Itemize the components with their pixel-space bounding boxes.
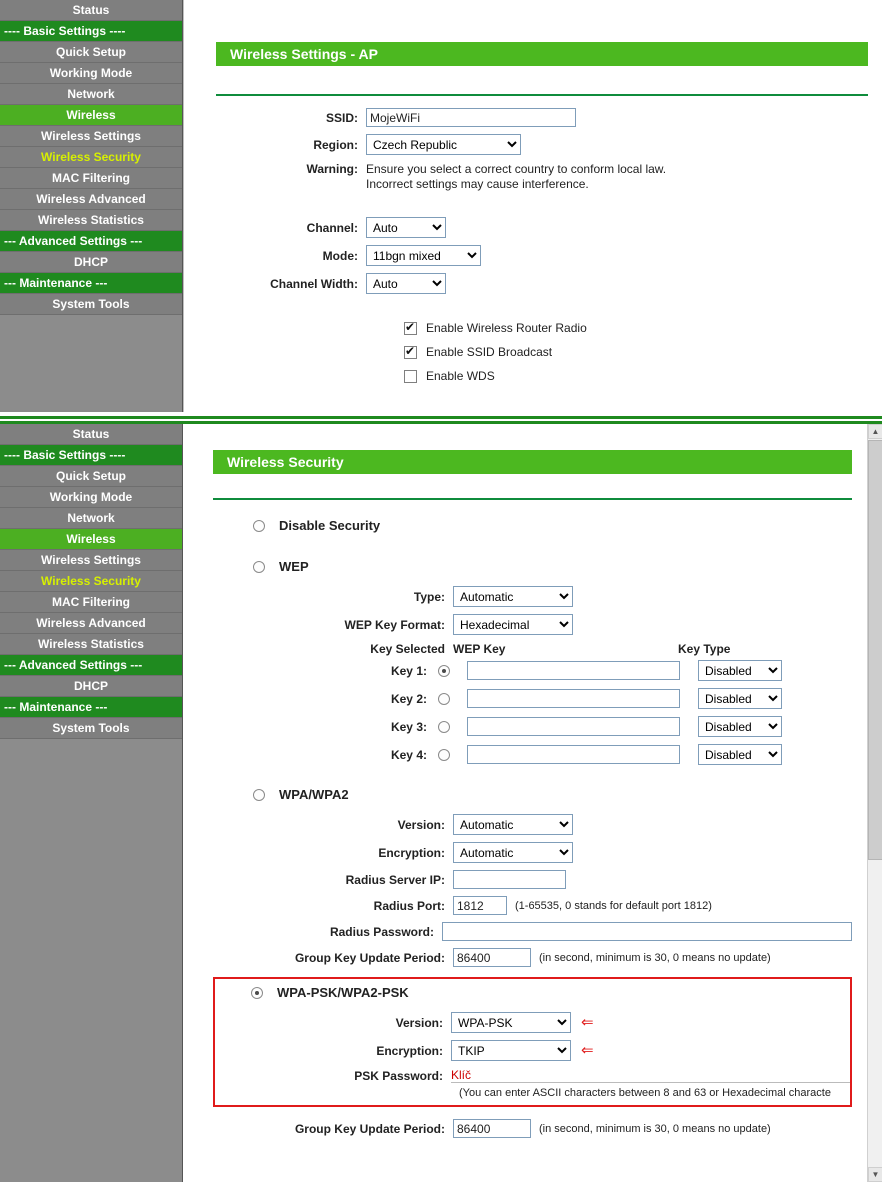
radius-server-ip-label: Radius Server IP:	[345, 872, 445, 887]
sidebar-item-system-tools[interactable]: System Tools	[0, 718, 182, 739]
mode-row	[216, 245, 868, 266]
enable-wds-label: Enable WDS	[426, 369, 495, 383]
wep-key-row	[213, 716, 852, 737]
wep-key-input[interactable]	[467, 689, 680, 708]
wpa-version-row	[213, 814, 852, 835]
sidebar-item-wireless-settings[interactable]: Wireless Settings	[0, 126, 182, 147]
wpa-psk-row[interactable]	[215, 985, 850, 1000]
sidebar-item-mac-filtering[interactable]: MAC Filtering	[0, 168, 182, 189]
psk-group-key-label: Group Key Update Period:	[294, 1121, 445, 1136]
sidebar-item-wireless[interactable]: Wireless	[0, 105, 182, 126]
scroll-up-arrow-icon[interactable]: ▲	[868, 424, 882, 439]
wpa-version-select[interactable]	[453, 814, 573, 835]
wep-key-label: Key 1:	[390, 663, 427, 678]
disable-security-radio[interactable]	[253, 520, 265, 532]
sidebar-item-working-mode[interactable]: Working Mode	[0, 487, 182, 508]
psk-password-label: PSK Password:	[354, 1068, 443, 1083]
wpa-psk-label: WPA-PSK/WPA2-PSK	[277, 985, 409, 1000]
sidebar-item-wireless-statistics[interactable]: Wireless Statistics	[0, 210, 182, 231]
wep-key-format-label: WEP Key Format:	[344, 617, 445, 632]
warning-row	[216, 162, 868, 192]
mode-label: Mode:	[322, 248, 358, 263]
radius-port-input[interactable]	[453, 896, 507, 915]
wpa-radio[interactable]	[253, 789, 265, 801]
wpa-encryption-select[interactable]	[453, 842, 573, 863]
wep-key-type-select[interactable]	[698, 660, 782, 681]
wpa-encryption-row	[213, 842, 852, 863]
radius-port-label: Radius Port:	[373, 898, 445, 913]
wep-type-select[interactable]	[453, 586, 573, 607]
radius-password-row	[213, 922, 852, 941]
psk-password-row	[215, 1068, 850, 1083]
channel-width-select[interactable]	[366, 273, 446, 294]
enable-radio-row[interactable]	[404, 321, 868, 335]
enable-ssid-broadcast-label: Enable SSID Broadcast	[426, 345, 553, 359]
wep-key-select-radio[interactable]	[438, 693, 450, 705]
radius-port-note: (1-65535, 0 stands for default port 1812)	[515, 899, 712, 912]
warning-line-1: Ensure you select a correct country to conform local law.	[366, 162, 667, 176]
sidebar-item-advanced-settings[interactable]: --- Advanced Settings ---	[0, 231, 182, 252]
security-page-title: Wireless Security	[213, 450, 852, 474]
wep-key-select-radio[interactable]	[438, 749, 450, 761]
sidebar-item-working-mode[interactable]: Working Mode	[0, 63, 182, 84]
enable-wireless-router-radio-checkbox[interactable]	[404, 322, 417, 335]
wep-key-select-radio[interactable]	[438, 721, 450, 733]
sidebar-item-wireless-security[interactable]: Wireless Security	[0, 147, 182, 168]
wep-key-row	[213, 744, 852, 765]
sidebar-item-advanced-settings[interactable]: --- Advanced Settings ---	[0, 655, 182, 676]
wep-key-table-header	[213, 642, 852, 656]
sidebar-navigation[interactable]	[0, 0, 183, 412]
mode-select[interactable]	[366, 245, 481, 266]
wireless-settings-panel	[0, 0, 882, 412]
wep-key-label: Key 4:	[390, 747, 427, 762]
wpa-version-label: Version:	[397, 817, 445, 832]
sidebar-filler	[0, 315, 182, 412]
wep-key-format-select[interactable]	[453, 614, 573, 635]
disable-security-label: Disable Security	[279, 518, 381, 533]
channel-width-row	[216, 273, 868, 294]
wep-key-select-radio[interactable]	[438, 665, 450, 677]
psk-encryption-select[interactable]	[451, 1040, 571, 1061]
col-key-type: Key Type	[678, 642, 731, 656]
warning-label: Warning:	[306, 162, 358, 176]
sidebar-item-maintenance[interactable]: --- Maintenance ---	[0, 273, 182, 294]
wep-key-type-select[interactable]	[698, 688, 782, 709]
sidebar-navigation-2[interactable]	[0, 424, 183, 1182]
sidebar-item-status[interactable]: Status	[0, 0, 182, 21]
channel-row	[216, 217, 868, 238]
psk-version-row	[215, 1012, 850, 1033]
scrollbar-thumb[interactable]	[868, 440, 882, 860]
sidebar-item-maintenance[interactable]: --- Maintenance ---	[0, 697, 182, 718]
sidebar-item-basic-settings[interactable]: ---- Basic Settings ----	[0, 445, 182, 466]
psk-version-label: Version:	[395, 1015, 443, 1030]
wep-key-row	[213, 660, 852, 681]
channel-label: Channel:	[306, 220, 358, 235]
wpa-encryption-label: Encryption:	[378, 845, 445, 860]
page-title: Wireless Settings - AP	[216, 42, 868, 66]
sidebar-item-dhcp[interactable]: DHCP	[0, 252, 182, 273]
sidebar-item-basic-settings[interactable]: ---- Basic Settings ----	[0, 21, 182, 42]
wpa-group-key-row	[213, 948, 852, 967]
col-key-selected: Key Selected	[370, 642, 445, 656]
enable-ssid-broadcast-checkbox[interactable]	[404, 346, 417, 359]
psk-password-note: (You can enter ASCII characters between 8 and 63 or Hexadecimal characte	[459, 1087, 831, 1099]
warning-line-2: Incorrect settings may cause interference.	[366, 177, 589, 191]
sidebar-item-wireless-security[interactable]: Wireless Security	[0, 571, 182, 592]
sidebar-item-network[interactable]: Network	[0, 84, 182, 105]
wpa-group-key-note: (in second, minimum is 30, 0 means no update)	[539, 951, 771, 964]
wep-key-input[interactable]	[467, 745, 680, 764]
sidebar-item-wireless[interactable]: Wireless	[0, 529, 182, 550]
ssid-input[interactable]	[366, 108, 576, 127]
wireless-security-panel	[0, 424, 882, 1182]
wpa-group-key-label: Group Key Update Period:	[294, 950, 445, 965]
enable-wds-row[interactable]	[404, 369, 868, 383]
arrow-left-icon-version: ⇐	[581, 1013, 594, 1031]
radius-port-row	[213, 896, 852, 915]
disable-security-row[interactable]	[213, 518, 852, 533]
sidebar-item-wireless-advanced[interactable]: Wireless Advanced	[0, 613, 182, 634]
sidebar-item-wireless-statistics[interactable]: Wireless Statistics	[0, 634, 182, 655]
radius-ip-row	[213, 870, 852, 889]
ssid-label: SSID:	[325, 110, 358, 125]
sidebar-item-network[interactable]: Network	[0, 508, 182, 529]
wep-key-input[interactable]	[467, 717, 680, 736]
wep-key-type-select[interactable]	[698, 744, 782, 765]
radius-password-label: Radius Password:	[329, 924, 434, 939]
region-row	[216, 134, 868, 155]
wep-key-row	[213, 688, 852, 709]
wireless-security-content	[183, 424, 882, 1182]
wpa-psk-highlight-box	[213, 977, 852, 1107]
arrow-left-icon-encryption: ⇐	[581, 1041, 594, 1059]
sidebar-item-mac-filtering[interactable]: MAC Filtering	[0, 592, 182, 613]
wpa-label: WPA/WPA2	[279, 787, 349, 802]
wep-format-row	[213, 614, 852, 635]
wep-label: WEP	[279, 559, 309, 574]
sidebar-item-quick-setup[interactable]: Quick Setup	[0, 42, 182, 63]
ssid-row	[216, 108, 868, 127]
wep-key-rows	[213, 660, 852, 765]
sidebar-item-wireless-advanced[interactable]: Wireless Advanced	[0, 189, 182, 210]
wep-key-label: Key 2:	[390, 691, 427, 706]
wpa-row[interactable]	[213, 787, 852, 802]
wep-key-label: Key 3:	[390, 719, 427, 734]
wpa-group-key-input[interactable]	[453, 948, 531, 967]
wep-row[interactable]	[213, 559, 852, 574]
channel-width-label: Channel Width:	[270, 276, 358, 291]
psk-version-select[interactable]	[451, 1012, 571, 1033]
sidebar-item-quick-setup[interactable]: Quick Setup	[0, 466, 182, 487]
radius-password-input[interactable]	[442, 922, 852, 941]
enable-wds-checkbox[interactable]	[404, 370, 417, 383]
psk-encryption-row	[215, 1040, 850, 1061]
sidebar-item-wireless-settings[interactable]: Wireless Settings	[0, 550, 182, 571]
wep-radio[interactable]	[253, 561, 265, 573]
radius-server-ip-input[interactable]	[453, 870, 566, 889]
region-label: Region:	[313, 137, 358, 152]
wep-key-type-select[interactable]	[698, 716, 782, 737]
sidebar-item-status[interactable]: Status	[0, 424, 182, 445]
sidebar-filler	[0, 739, 182, 1139]
psk-group-key-row	[213, 1119, 852, 1138]
wep-type-label: Type:	[413, 589, 445, 604]
psk-group-key-input[interactable]	[453, 1119, 531, 1138]
vertical-scrollbar[interactable]	[867, 424, 882, 1182]
sidebar-item-dhcp[interactable]: DHCP	[0, 676, 182, 697]
wireless-settings-content	[183, 0, 882, 412]
col-wep-key: WEP Key	[453, 642, 506, 656]
region-select[interactable]	[366, 134, 521, 155]
enable-wireless-router-radio-label: Enable Wireless Router Radio	[426, 321, 587, 335]
channel-select[interactable]	[366, 217, 446, 238]
psk-encryption-label: Encryption:	[376, 1043, 443, 1058]
wpa-psk-radio[interactable]	[251, 987, 263, 999]
scroll-down-arrow-icon[interactable]: ▼	[868, 1167, 882, 1182]
enable-ssid-broadcast-row[interactable]	[404, 345, 868, 359]
psk-group-key-note: (in second, minimum is 30, 0 means no update)	[539, 1122, 771, 1135]
wep-key-input[interactable]	[467, 661, 680, 680]
sidebar-item-system-tools[interactable]: System Tools	[0, 294, 182, 315]
psk-password-value[interactable]: Klíč	[451, 1068, 472, 1082]
wep-type-row	[213, 586, 852, 607]
